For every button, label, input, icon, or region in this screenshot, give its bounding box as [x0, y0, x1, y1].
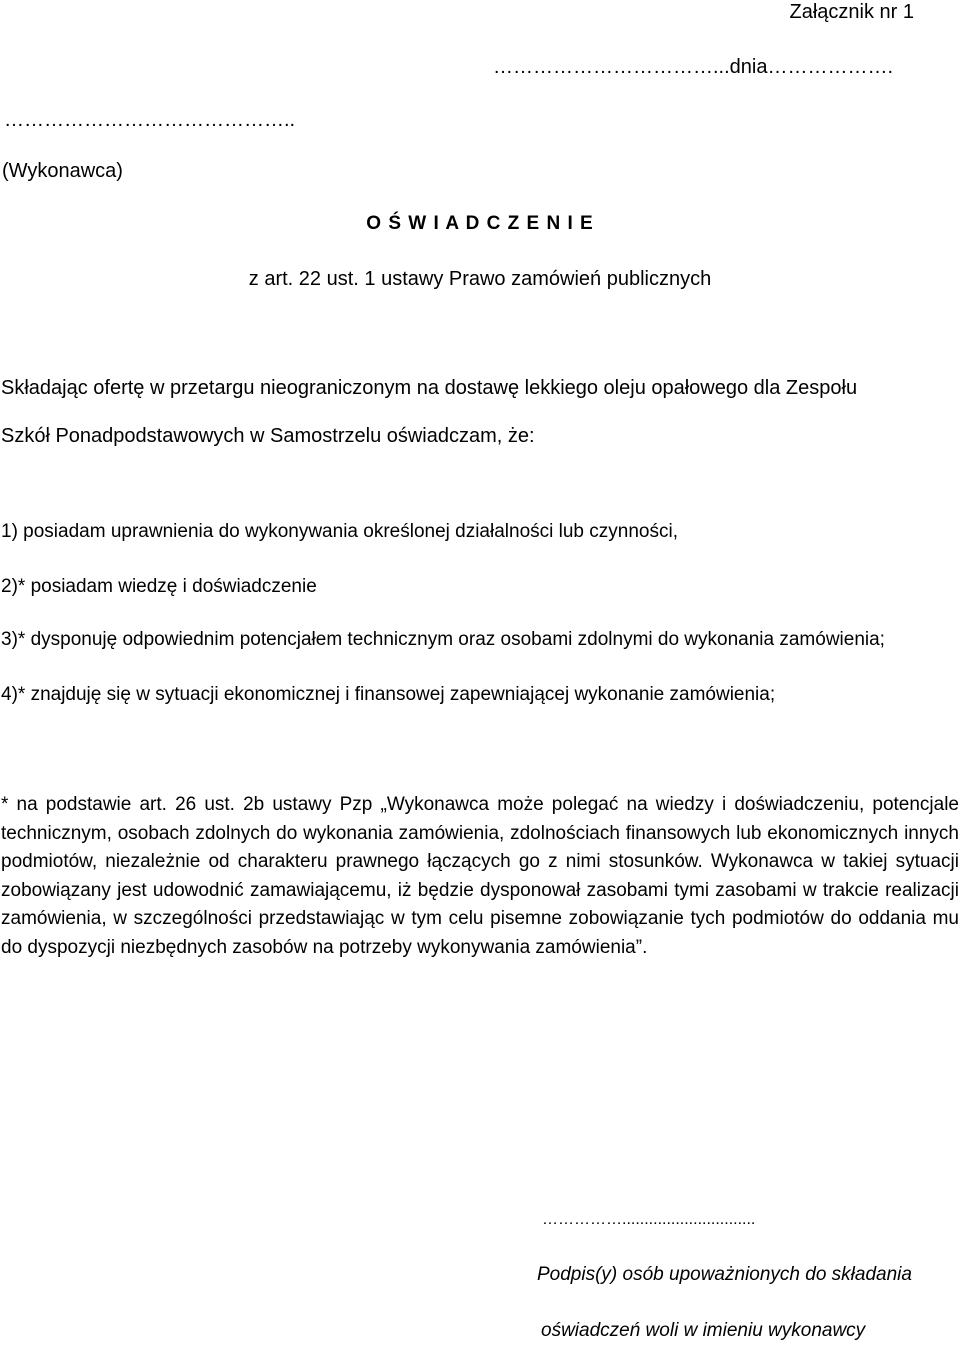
intro-line-2: Szkół Ponadpodstawowych w Samostrzelu oświadczam, że: [1, 425, 535, 447]
document-title: O Ś W I A D C Z E N I E [366, 213, 594, 234]
signature-caption-line-2: oświadczeń woli w imieniu wykonawcy [541, 1320, 866, 1341]
date-field: ……………………………...dnia………………. [493, 56, 894, 78]
contractor-label: (Wykonawca) [2, 160, 123, 182]
declaration-item-1: 1) posiadam uprawnienia do wykonywania określonej działalności lub czynności, [1, 521, 678, 542]
contractor-field: …………………………………….. [4, 109, 296, 131]
signature-field: …………….............................. [542, 1211, 756, 1228]
annex-label: Załącznik nr 1 [789, 1, 914, 23]
signature-caption-line-1: Podpis(y) osób upoważnionych do składania [537, 1264, 912, 1285]
footnote-paragraph: * na podstawie art. 26 ust. 2b ustawy Pzp „Wykonawca może polegać na wiedzy i doświadczeniu, potencjale technicznym, osobach zdolnych do wykonania zamówienia, zdolnościach finansowych lub ekonomicznych innych podmiotów, niezależnie od charakteru prawnego łączących go z nimi stosunków. Wykonawca w takiej sytuacji zobowiązany jest udowodnić zamawiającemu, iż będzie dysponował zasobami tymi zasobami w trakcie realizacji zamówienia, w szczególności przedstawiając w tym celu pisemne zobowiązanie tych podmiotów do oddania mu do dyspozycji niezbędnych zasobów na potrzeby wykonywania zamówienia”. [1, 794, 959, 958]
document-subtitle: z art. 22 ust. 1 ustawy Prawo zamówień publicznych [248, 268, 712, 290]
intro-line-1: Składając ofertę w przetargu nieograniczonym na dostawę lekkiego oleju opałowego dla Zespołu [1, 377, 858, 399]
declaration-item-2: 2)* posiadam wiedzę i doświadczenie [1, 576, 317, 597]
declaration-item-3: 3)* dysponuję odpowiednim potencjałem technicznym oraz osobami zdolnymi do wykonania zamówienia; [1, 629, 885, 650]
declaration-item-4: 4)* znajduję się w sytuacji ekonomicznej i finansowej zapewniającej wykonanie zamówienia; [1, 684, 776, 705]
